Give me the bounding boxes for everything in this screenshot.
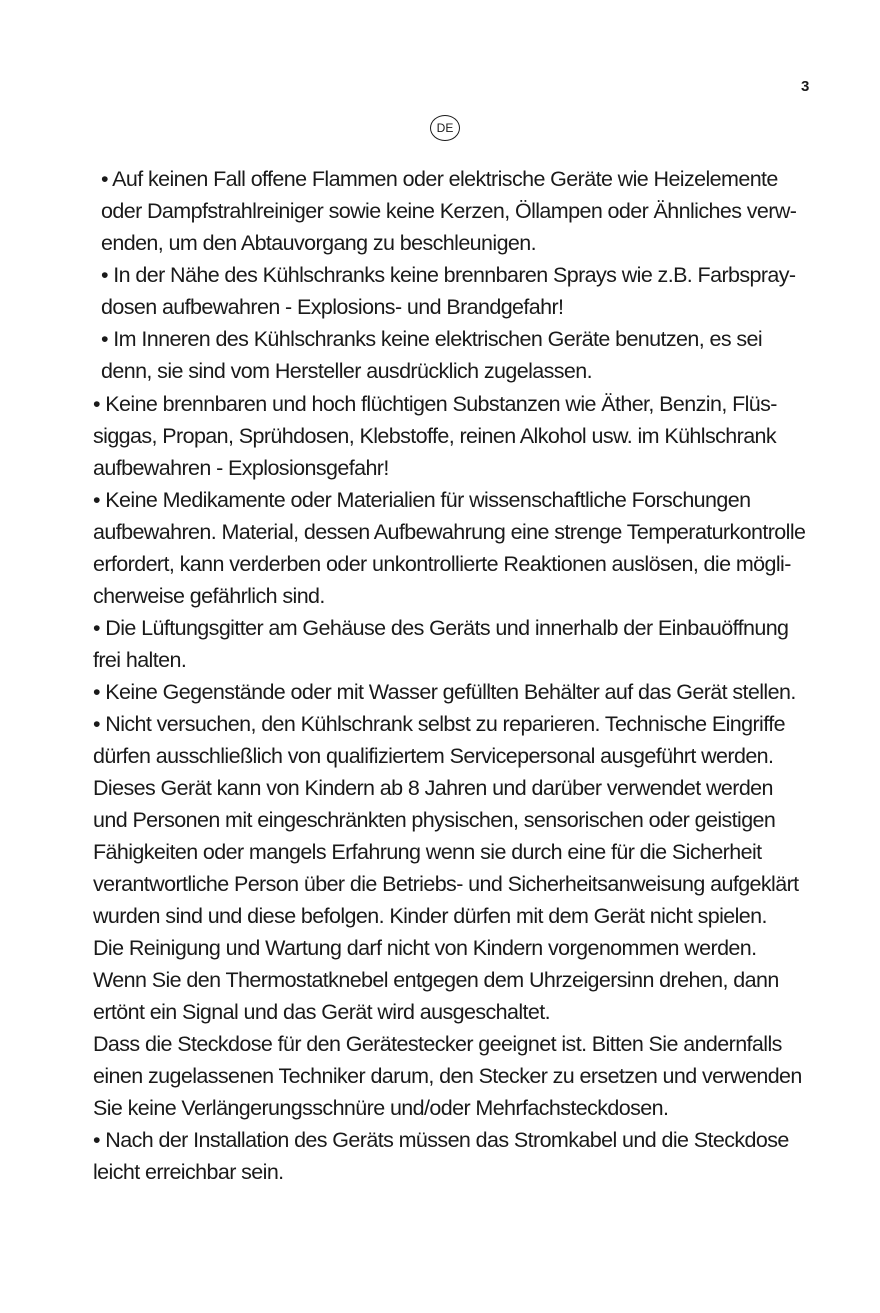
text-line: • Die Lüftungsgitter am Gehäuse des Geräts und innerhalb der Einbauöffnung xyxy=(93,616,789,640)
text-line: dürfen ausschließlich von qualifiziertem Servicepersonal ausgeführt werden. xyxy=(93,744,774,768)
text-line: Dass die Steckdose für den Gerätestecker geeignet ist. Bitten Sie andernfalls xyxy=(93,1032,782,1056)
text-line: enden, um den Abtauvorgang zu beschleunigen. xyxy=(101,231,537,255)
text-line: cherweise gefährlich sind. xyxy=(93,584,325,608)
text-line: • Keine Gegenstände oder mit Wasser gefüllten Behälter auf das Gerät stellen. xyxy=(93,680,796,704)
text-line: leicht erreichbar sein. xyxy=(93,1160,284,1184)
text-line: Fähigkeiten oder mangels Erfahrung wenn sie durch eine für die Sicherheit xyxy=(93,840,762,864)
text-line: siggas, Propan, Sprühdosen, Klebstoffe, reinen Alkohol usw. im Kühlschrank xyxy=(93,424,777,448)
text-line: Sie keine Verlängerungsschnüre und/oder Mehrfachsteckdosen. xyxy=(93,1096,669,1120)
text-line: • Nicht versuchen, den Kühlschrank selbst zu reparieren. Technische Eingriffe xyxy=(93,712,785,736)
text-line: • Keine Medikamente oder Materialien für wissenschaftliche Forschungen xyxy=(93,488,751,512)
indented-safety-notes xyxy=(101,163,821,387)
text-line: Dieses Gerät kann von Kindern ab 8 Jahren und darüber verwendet werden xyxy=(93,776,773,800)
page-number: 3 xyxy=(801,78,810,95)
text-line: • Keine brennbaren und hoch flüchtigen Substanzen wie Äther, Benzin, Flüs- xyxy=(93,392,777,416)
text-line: oder Dampfstrahlreiniger sowie keine Kerzen, Öllampen oder Ähnliches verw- xyxy=(101,199,797,223)
text-line: • Im Inneren des Kühlschranks keine elektrischen Geräte benutzen, es sei xyxy=(101,327,763,351)
text-line: einen zugelassenen Techniker darum, den Stecker zu ersetzen und verwenden xyxy=(93,1064,802,1088)
text-line: und Personen mit eingeschränkten physischen, sensorischen oder geistigen xyxy=(93,808,776,832)
text-line: verantwortliche Person über die Betriebs- und Sicherheitsanweisung aufgeklärt xyxy=(93,872,799,896)
text-line: frei halten. xyxy=(93,648,187,672)
language-badge: DE xyxy=(430,115,460,141)
main-safety-text xyxy=(93,388,833,1188)
text-line: aufbewahren. Material, dessen Aufbewahrung eine strenge Temperaturkontrolle xyxy=(93,520,806,544)
text-line: dosen aufbewahren - Explosions- und Brandgefahr! xyxy=(101,295,564,319)
text-line: • In der Nähe des Kühlschranks keine brennbaren Sprays wie z.B. Farbspray- xyxy=(101,263,796,287)
text-line: • Nach der Installation des Geräts müssen das Stromkabel und die Steckdose xyxy=(93,1128,789,1152)
text-line: aufbewahren - Explosionsgefahr! xyxy=(93,456,389,480)
text-line: ertönt ein Signal und das Gerät wird ausgeschaltet. xyxy=(93,1000,551,1024)
text-line: denn, sie sind vom Hersteller ausdrücklich zugelassen. xyxy=(101,359,593,383)
text-line: erfordert, kann verderben oder unkontrollierte Reaktionen auslösen, die mögli- xyxy=(93,552,791,576)
text-line: • Auf keinen Fall offene Flammen oder elektrische Geräte wie Heizelemente xyxy=(101,167,778,191)
text-line: wurden sind und diese befolgen. Kinder dürfen mit dem Gerät nicht spielen. xyxy=(93,904,767,928)
text-line: Die Reinigung und Wartung darf nicht von Kindern vorgenommen werden. xyxy=(93,936,757,960)
text-line: Wenn Sie den Thermostatknebel entgegen dem Uhrzeigersinn drehen, dann xyxy=(93,968,779,992)
